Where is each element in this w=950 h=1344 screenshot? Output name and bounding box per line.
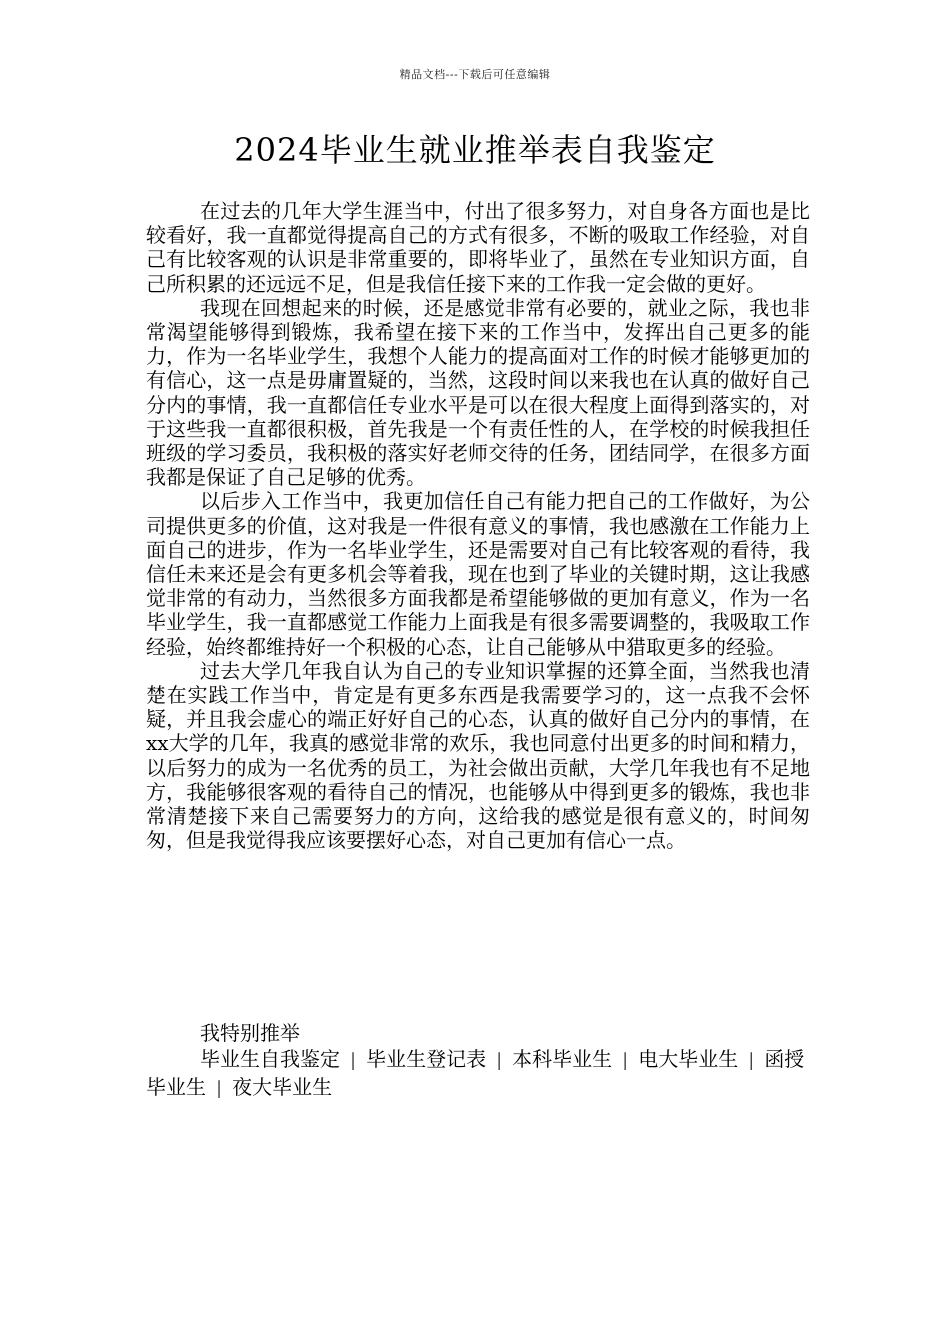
recommend-link-registration-form[interactable]: 毕业生登记表 (366, 1047, 487, 1071)
recommend-title: 我特别推举 (200, 1021, 300, 1045)
link-separator: | (350, 1050, 357, 1071)
link-separator: | (216, 1078, 223, 1099)
page-title: 2024毕业生就业推举表自我鉴定 (234, 131, 716, 169)
link-separator: | (496, 1050, 503, 1071)
paragraph: 我现在回想起来的时候，还是感觉非常有必要的，就业之际，我也非常渴望能够得到锻炼，我希望在接下来的工作当中，发挥出自己更多的能力，作为一名毕业学生，我想个人能力的提高面对工作的时候才能够更加的有信心，这一点是毋庸置疑的，当然，这段时间以来我也在认真的做好自己分内的事情，我一直都信任专业水平是可以在很大程度上面得到落实的，对于这些我一直都很积极，首先我是一个有责任性的人，在学校的时候我担任班级的学习委员，我积极的落实好老师交待的任务，团结同学，在很多方面我都是保证了自己足够的优秀。 (146, 295, 810, 490)
recommend-section (146, 1020, 810, 1102)
recommend-link-tv-university[interactable]: 电大毕业生 (638, 1047, 739, 1071)
recommend-links (146, 1046, 810, 1102)
document-body (146, 199, 810, 852)
recommend-link-correspondence[interactable]: 函授毕业生 (146, 1047, 805, 1099)
paragraph: 以后步入工作当中，我更加信任自己有能力把自己的工作做好，为公司提供更多的价值，这对我是一件很有意义的事情，我也感激在工作能力上面自己的进步，作为一名毕业学生，还是需要对自己有比较客观的看待，我信任未来还是会有更多机会等着我，现在也到了毕业的关键时期，这让我感觉非常的有动力，当然很多方面我都是希望能够做的更加有意义，作为一名毕业学生，我一直都感觉工作能力上面我是有很多需要调整的，我吸取工作经验，始终都维持好一个积极的心态，让自己能够从中猎取更多的经验。 (146, 489, 810, 659)
paragraph: 在过去的几年大学生涯当中，付出了很多努力，对自身各方面也是比较看好，我一直都觉得提高自己的方式有很多，不断的吸取工作经验，对自己有比较客观的认识是非常重要的，即将毕业了，虽然在专业知识方面，自己所积累的还远远不足，但是我信任接下来的工作我一定会做的更好。 (146, 199, 810, 296)
header-note: 精品文档---下载后可任意编辑 (399, 68, 551, 81)
link-separator: | (622, 1050, 629, 1071)
recommend-link-night-university[interactable]: 夜大毕业生 (232, 1075, 333, 1099)
paragraph: 过去大学几年我自认为自己的专业知识掌握的还算全面，当然我也清楚在实践工作当中，肯定是有更多东西是我需要学习的，这一点我不会怀疑，并且我会虚心的端正好好自己的心态，认真的做好自己分内的事情，在xx大学的几年，我真的感觉非常的欢乐，我也同意付出更多的时间和精力，以后努力的成为一名优秀的员工，为社会做出贡献，大学几年我也有不足地方，我能够很客观的看待自己的情况，也能够从中得到更多的锻炼，我也非常清楚接下来自己需要努力的方向，这给我的感觉是很有意义的，时间匆匆，但是我觉得我应该要摆好心态，对自己更加有信心一点。 (146, 658, 810, 853)
recommend-link-undergraduate[interactable]: 本科毕业生 (512, 1047, 613, 1071)
link-separator: | (748, 1050, 755, 1071)
recommend-link-self-assessment[interactable]: 毕业生自我鉴定 (200, 1047, 340, 1071)
